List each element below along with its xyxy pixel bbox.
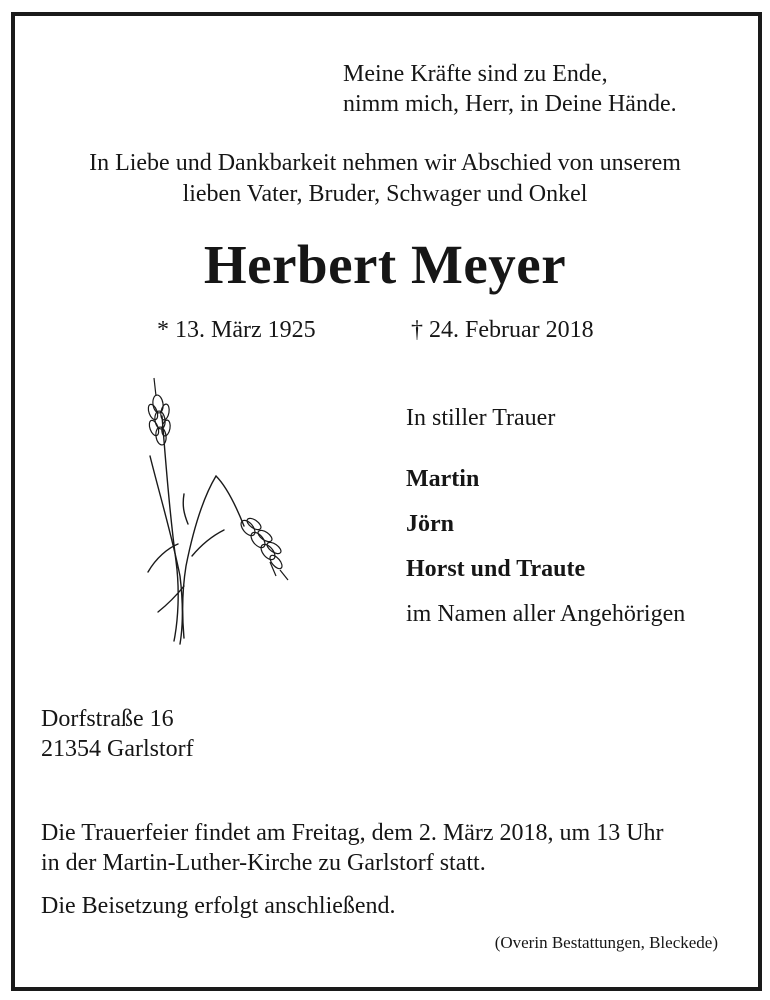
wheat-icon (128, 376, 298, 646)
service-line-1: Die Trauerfeier findet am Freitag, dem 2. März 2018, um 13 Uhr (41, 820, 664, 846)
mourner-name: Martin (406, 466, 480, 492)
mourning-closing: im Namen aller Angehörigen (406, 601, 686, 627)
birth-date: * 13. März 1925 (157, 317, 316, 343)
burial-note: Die Beisetzung erfolgt anschließend. (41, 893, 396, 919)
verse (343, 59, 677, 119)
undertaker-credit: (Overin Bestattungen, Bleckede) (494, 933, 718, 952)
address-street: Dorfstraße 16 (41, 706, 174, 732)
mourning-heading: In stiller Trauer (406, 405, 556, 431)
death-date: † 24. Februar 2018 (411, 317, 594, 343)
intro-text (0, 148, 770, 210)
service-line-2: in der Martin-Luther-Kirche zu Garlstorf statt. (41, 850, 486, 876)
mourner-name: Jörn (406, 511, 454, 537)
intro-line-1: In Liebe und Dankbarkeit nehmen wir Abschied von unserem (89, 150, 681, 176)
mourner-name: Horst und Traute (406, 556, 586, 582)
verse-line-2: nimm mich, Herr, in Deine Hände. (343, 91, 677, 117)
address (41, 704, 194, 764)
deceased-name: Herbert Meyer (203, 234, 567, 295)
verse-line-1: Meine Kräfte sind zu Ende, (343, 61, 608, 87)
intro-line-2: lieben Vater, Bruder, Schwager und Onkel (182, 181, 588, 207)
funeral-service (41, 818, 664, 878)
address-city: 21354 Garlstorf (41, 736, 194, 762)
